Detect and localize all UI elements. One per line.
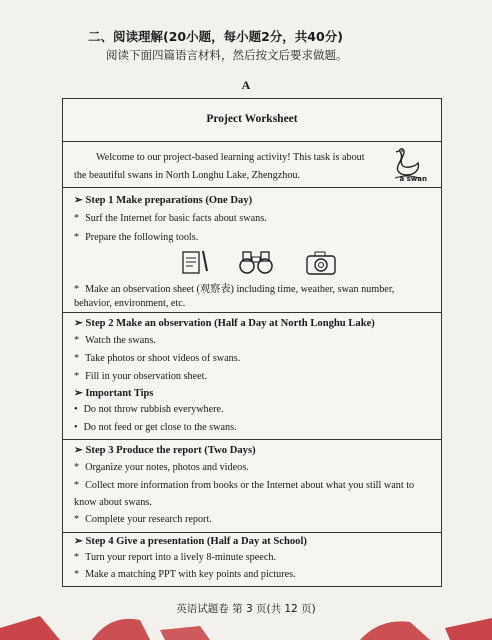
- list-item: * Prepare the following tools.: [74, 232, 199, 243]
- list-item: * Fill in your observation sheet.: [74, 371, 208, 382]
- step2-heading: ➢ Step 2 Make an observation (Half a Day at North Longhu Lake): [74, 318, 375, 329]
- list-item: * Turn your report into a lively 8-minute speech.: [74, 552, 276, 563]
- list-item: * Organize your notes, photos and videos.: [74, 462, 249, 473]
- welcome-line-2: the beautiful swans in North Longhu Lake, Zhengzhou.: [74, 170, 301, 181]
- red-stamp-watermark: [0, 608, 492, 640]
- step4-heading: ➢ Step 4 Give a presentation (Half a Day at School): [74, 536, 307, 547]
- step3-heading: ➢ Step 3 Produce the report (Two Days): [74, 445, 256, 456]
- section-title: 二、阅读理解(20小题，每小题2分，共40分): [88, 29, 343, 44]
- camera-icon: [307, 252, 335, 274]
- list-item: * Watch the swans.: [74, 335, 156, 346]
- swan-caption: a swan: [399, 175, 427, 183]
- tools-illustration: [181, 249, 341, 277]
- worksheet-title-box: [63, 99, 441, 142]
- notebook-pencil-icon: [183, 251, 207, 273]
- instruction-text: 阅读下面四篇语言材料，然后按文后要求做题。: [106, 48, 348, 62]
- list-item: * Complete your research report.: [74, 514, 212, 525]
- tip-item: • Do not throw rubbish everywhere.: [74, 404, 224, 415]
- tips-heading: ➢ Important Tips: [74, 388, 154, 399]
- list-item-continued: behavior, environment, etc.: [74, 298, 186, 309]
- welcome-text: [74, 149, 392, 185]
- list-item: * Make a matching PPT with key points and pictures.: [74, 569, 296, 580]
- binoculars-icon: [240, 252, 272, 273]
- welcome-box: [63, 141, 441, 188]
- tip-item: • Do not feed or get close to the swans.: [74, 422, 237, 433]
- project-worksheet: [62, 98, 442, 587]
- list-item: * Surf the Internet for basic facts about swans.: [74, 213, 267, 224]
- step1-box: [63, 187, 441, 313]
- list-item-continued: know about swans.: [74, 497, 152, 508]
- step4-box: [63, 532, 441, 586]
- passage-letter: A: [241, 78, 251, 92]
- worksheet-title: Project Worksheet: [206, 113, 298, 125]
- list-item: * Make an observation sheet (观察表) including time, weather, swan number,: [74, 284, 395, 295]
- list-item: * Take photos or shoot videos of swans.: [74, 353, 241, 364]
- list-item: * Collect more information from books or the Internet about what you still want to: [74, 480, 415, 491]
- welcome-line-1: Welcome to our project-based learning activity! This task is about: [96, 152, 365, 163]
- page-footer: 英语试题卷 第 3 页(共 12 页): [176, 603, 316, 615]
- step1-heading: ➢ Step 1 Make preparations (One Day): [74, 195, 253, 206]
- step3-box: [63, 439, 441, 533]
- step2-box: [63, 312, 441, 440]
